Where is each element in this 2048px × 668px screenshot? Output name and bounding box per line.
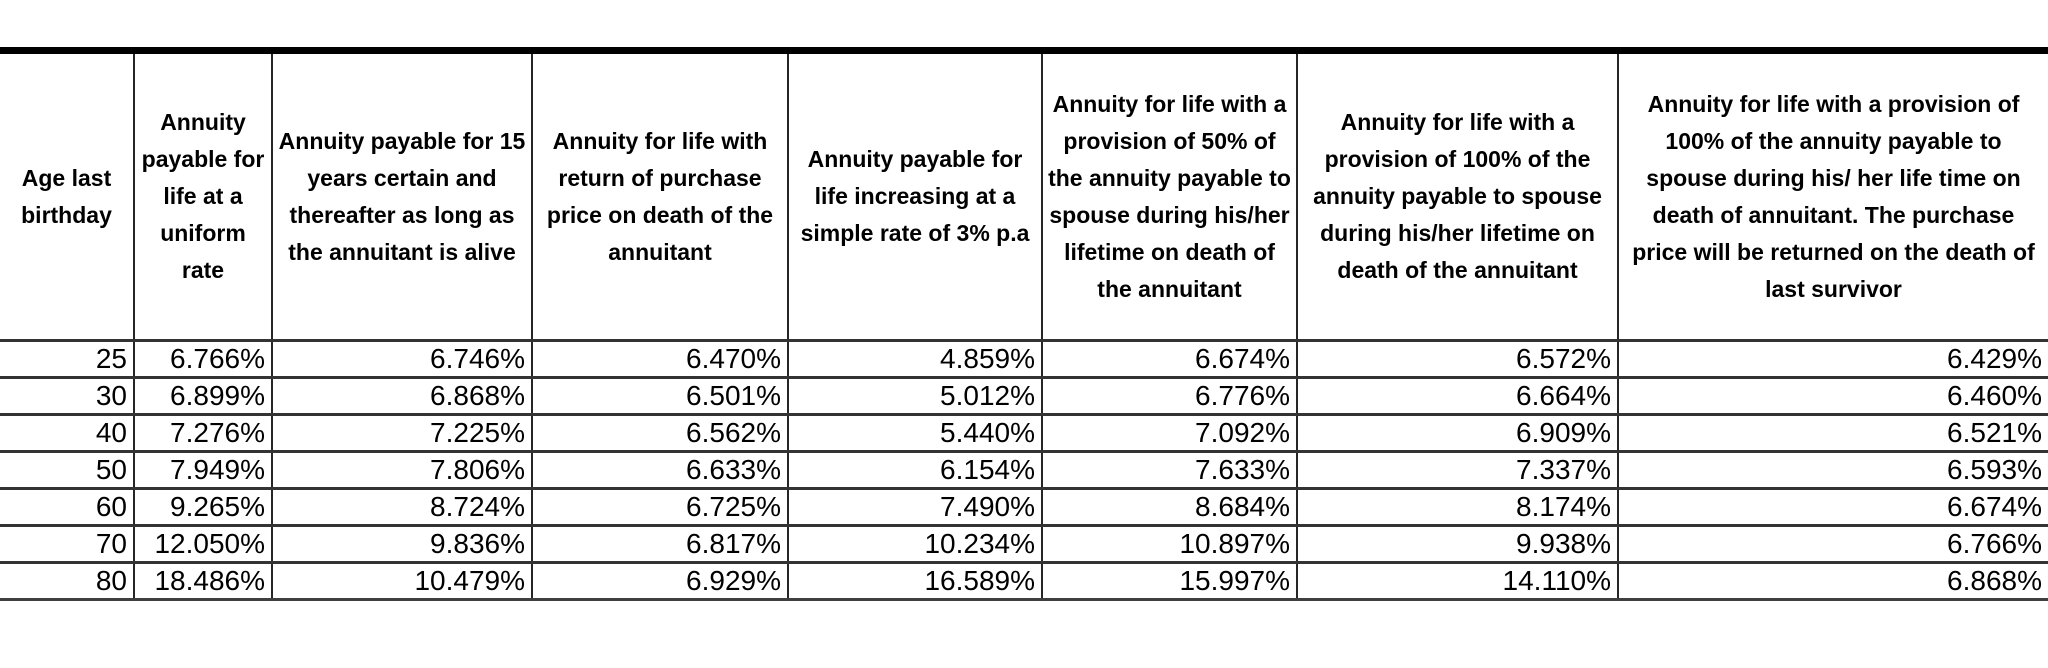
column-header-age: Age last birthday xyxy=(0,51,134,341)
age-cell: 70 xyxy=(0,526,134,563)
table-row xyxy=(0,563,2048,600)
rate-cell: 6.674% xyxy=(1618,489,2048,526)
rate-cell: 6.868% xyxy=(1618,563,2048,600)
rate-cell: 7.225% xyxy=(272,415,532,452)
table-row xyxy=(0,526,2048,563)
rate-cell: 18.486% xyxy=(134,563,272,600)
annuity-rates-table xyxy=(0,47,2048,601)
rate-cell: 7.949% xyxy=(134,452,272,489)
rate-cell: 6.664% xyxy=(1297,378,1618,415)
table-row xyxy=(0,378,2048,415)
column-header-spouse-100-percent: Annuity for life with a provision of 100% of the annuity payable to spouse during his/her lifetime on death of the annuitant xyxy=(1297,51,1618,341)
rate-cell: 8.174% xyxy=(1297,489,1618,526)
column-header-increasing-3-percent: Annuity payable for life increasing at a simple rate of 3% p.a xyxy=(788,51,1042,341)
rate-cell: 8.724% xyxy=(272,489,532,526)
column-header-spouse-100-percent-with-return: Annuity for life with a provision of 100% of the annuity payable to spouse during his/ her life time on death of annuitant. The purchase price will be returned on the death of last survivor xyxy=(1618,51,2048,341)
rate-cell: 7.337% xyxy=(1297,452,1618,489)
rate-cell: 16.589% xyxy=(788,563,1042,600)
rate-cell: 7.276% xyxy=(134,415,272,452)
rate-cell: 9.836% xyxy=(272,526,532,563)
rate-cell: 6.766% xyxy=(1618,526,2048,563)
rate-cell: 6.460% xyxy=(1618,378,2048,415)
age-cell: 25 xyxy=(0,341,134,378)
rate-cell: 6.572% xyxy=(1297,341,1618,378)
rate-cell: 14.110% xyxy=(1297,563,1618,600)
rate-cell: 7.490% xyxy=(788,489,1042,526)
column-header-return-of-purchase-price: Annuity for life with return of purchase price on death of the annuitant xyxy=(532,51,788,341)
age-cell: 40 xyxy=(0,415,134,452)
rate-cell: 6.674% xyxy=(1042,341,1297,378)
rate-cell: 6.154% xyxy=(788,452,1042,489)
rate-cell: 6.470% xyxy=(532,341,788,378)
table-row xyxy=(0,452,2048,489)
rate-cell: 7.092% xyxy=(1042,415,1297,452)
rate-cell: 6.501% xyxy=(532,378,788,415)
rate-cell: 6.562% xyxy=(532,415,788,452)
rate-cell: 10.234% xyxy=(788,526,1042,563)
table-row xyxy=(0,489,2048,526)
rate-cell: 6.776% xyxy=(1042,378,1297,415)
table-row xyxy=(0,341,2048,378)
rate-cell: 10.897% xyxy=(1042,526,1297,563)
rate-cell: 8.684% xyxy=(1042,489,1297,526)
rate-cell: 6.429% xyxy=(1618,341,2048,378)
age-cell: 50 xyxy=(0,452,134,489)
rate-cell: 9.938% xyxy=(1297,526,1618,563)
rate-cell: 6.593% xyxy=(1618,452,2048,489)
rate-cell: 5.440% xyxy=(788,415,1042,452)
column-header-spouse-50-percent: Annuity for life with a provision of 50% of the annuity payable to spouse during his/her lifetime on death of the annuitant xyxy=(1042,51,1297,341)
rate-cell: 6.909% xyxy=(1297,415,1618,452)
rate-cell: 6.899% xyxy=(134,378,272,415)
rate-cell: 6.746% xyxy=(272,341,532,378)
rate-cell: 6.766% xyxy=(134,341,272,378)
rate-cell: 7.806% xyxy=(272,452,532,489)
header-row xyxy=(0,51,2048,341)
rate-cell: 6.868% xyxy=(272,378,532,415)
rate-cell: 9.265% xyxy=(134,489,272,526)
rate-cell: 10.479% xyxy=(272,563,532,600)
rate-cell: 6.633% xyxy=(532,452,788,489)
rate-cell: 6.929% xyxy=(532,563,788,600)
age-cell: 60 xyxy=(0,489,134,526)
table-row xyxy=(0,415,2048,452)
rate-cell: 15.997% xyxy=(1042,563,1297,600)
rate-cell: 7.633% xyxy=(1042,452,1297,489)
age-cell: 30 xyxy=(0,378,134,415)
rate-cell: 6.521% xyxy=(1618,415,2048,452)
rate-cell: 12.050% xyxy=(134,526,272,563)
age-cell: 80 xyxy=(0,563,134,600)
rate-cell: 6.817% xyxy=(532,526,788,563)
rate-cell: 5.012% xyxy=(788,378,1042,415)
column-header-15-years-certain: Annuity payable for 15 years certain and thereafter as long as the annuitant is alive xyxy=(272,51,532,341)
rate-cell: 4.859% xyxy=(788,341,1042,378)
column-header-uniform-rate: Annuity payable for life at a uniform rate xyxy=(134,51,272,341)
rate-cell: 6.725% xyxy=(532,489,788,526)
